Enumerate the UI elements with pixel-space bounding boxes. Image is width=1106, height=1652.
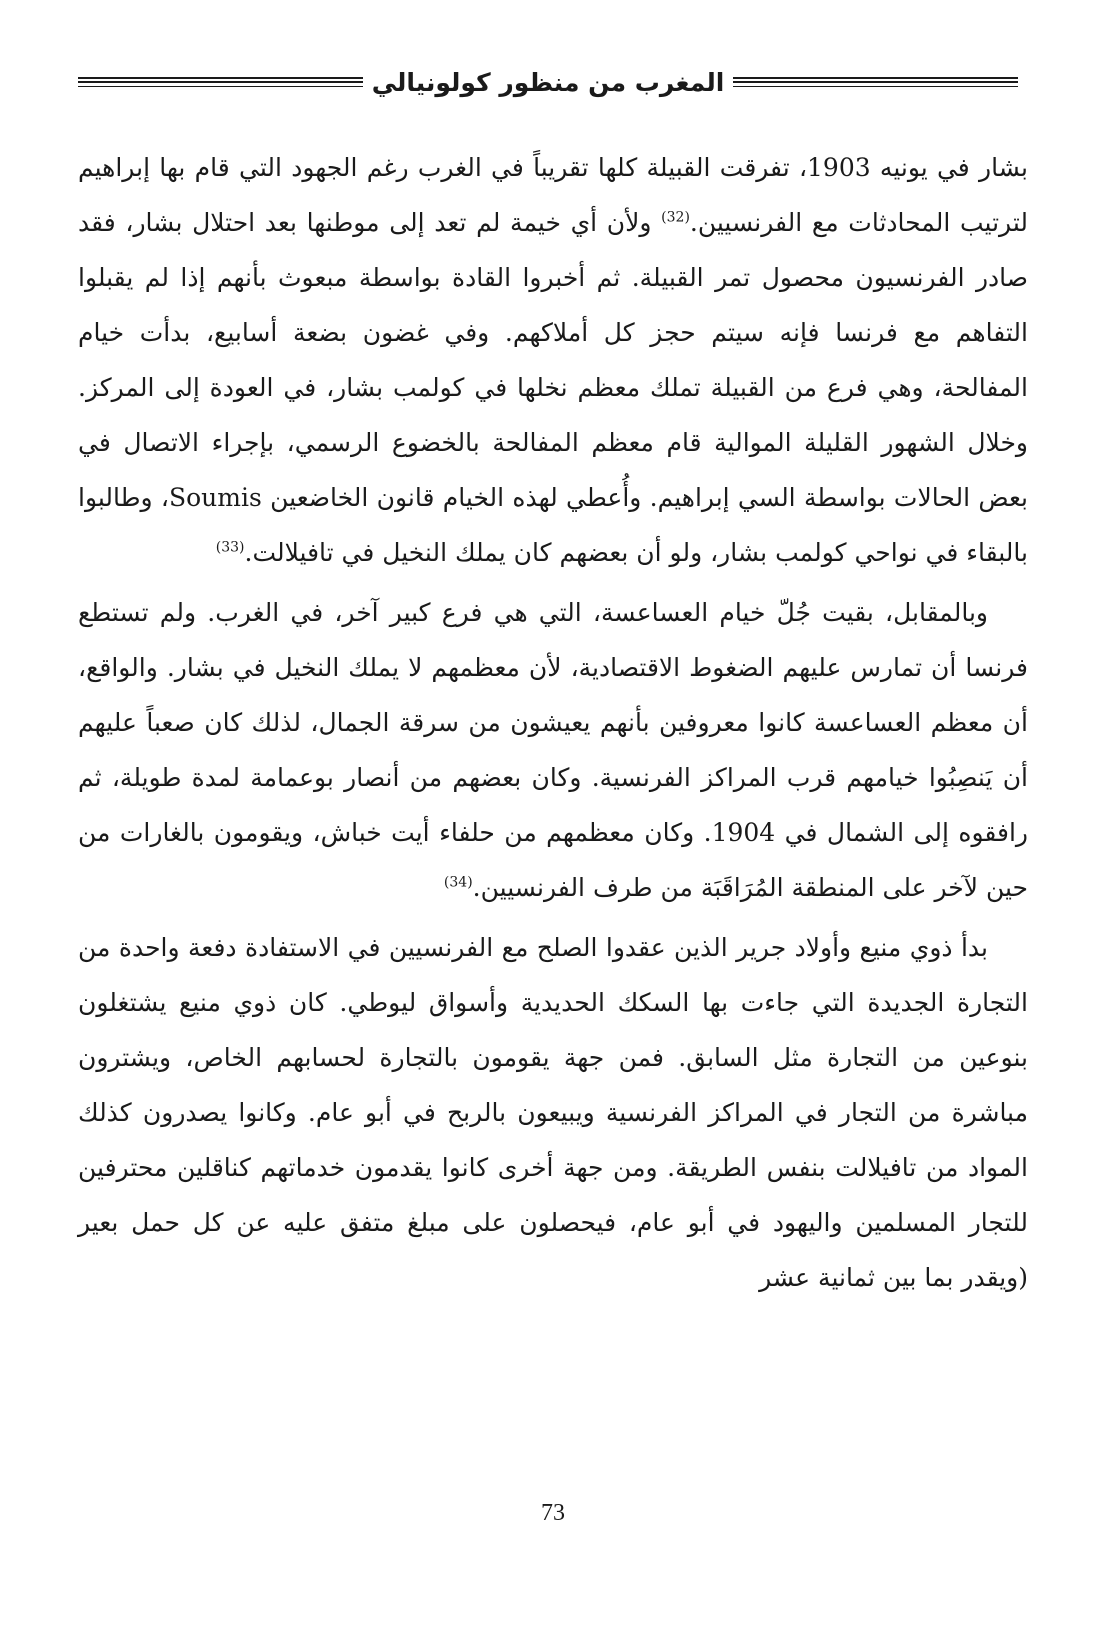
running-header [78, 60, 1018, 104]
paragraph-1-text-1: بشار في يونيه 1903، تفرقت القبيلة كلها تقريباً في الغرب رغم الجهود التي قام بها إبراهيم لترتيب المحادثات مع الفرنسيين. [78, 153, 1028, 237]
footnote-ref-33: (33) [215, 539, 245, 556]
paragraph-1-text-2: ولأن أي خيمة لم تعد إلى موطنها بعد احتلال بشار، فقد صادر الفرنسيون محصول تمر القبيلة. ثم أخبروا القادة بواسطة مبعوث بأنهم إذا لم يقبلوا التفاهم مع فرنسا فإنه سيتم حجز كل أملاكهم. وفي غضون بضعة أسابيع، بدأت خيام المفالحة، وهي فرع من القبيلة تملك معظم نخلها في كولمب بشار، في العودة إلى المركز. وخلال الشهور القليلة الموالية قام معظم المفالحة بالخضوع الرسمي، بإجراء الاتصال في بعض الحالات بواسطة السي إبراهيم. وأُعطي لهذه الخيام قانون الخاضعين Soumis، وطالبوا بالبقاء في نواحي كولمب بشار، ولو أن بعضهم كان يملك النخيل في تافيلالت. [78, 208, 1029, 567]
running-title: المغرب من منظور كولونيالي [371, 67, 725, 97]
footnote-ref-32: (32) [661, 209, 690, 226]
footnote-ref-34: (34) [443, 874, 473, 891]
paragraph-2-text-1: وبالمقابل، بقيت جُلّ خيام العساعسة، التي هي فرع كبير آخر، في الغرب. ولم تستطع فرنسا أن تمارس عليهم الضغوط الاقتصادية، لأن معظمهم لا يملك النخيل في بشار. والواقع، أن معظم العساعسة كانوا معروفين بأنهم يعيشون من سرقة الجمال، لذلك كان صعباً عليهم أن يَنصِبُوا خيامهم قرب المراكز الفرنسية. وكان بعضهم من أنصار بوعمامة لمدة طويلة، ثم رافقوه إلى الشمال في 1904. وكان معظمهم من حلفاء أيت خباش، ويقومون بالغارات من حين لآخر على المنطقة المُرَاقَبَة من طرف الفرنسيين. [78, 598, 1028, 902]
body-text [78, 140, 1028, 1305]
paragraph-3 [78, 920, 1028, 1305]
paragraph-3-text-1: بدأ ذوي منيع وأولاد جرير الذين عقدوا الصلح مع الفرنسيين في الاستفادة دفعة واحدة من التجارة الجديدة التي جاءت بها السكك الحديدية وأسواق ليوطي. كان ذوي منيع يشتغلون بنوعين من التجارة مثل السابق. فمن جهة يقومون بالتجارة لحسابهم الخاص، ويشترون مباشرة من التجار في المراكز الفرنسية ويبيعون بالربح في أبو عام. وكانوا يصدرون كذلك المواد من تافيلالت بنفس الطريقة. ومن جهة أخرى كانوا يقدمون خدماتهم كناقلين محترفين للتجار المسلمين واليهود في أبو عام، فيحصلون على مبلغ متفق عليه عن كل حمل بعير (ويقدر بما بين ثمانية عشر [78, 933, 1028, 1292]
paragraph-2 [78, 585, 1028, 915]
page-number: 73 [541, 1500, 565, 1526]
header-rule-right [733, 77, 1018, 87]
paragraph-1 [78, 140, 1028, 580]
header-rule-left [78, 77, 363, 87]
